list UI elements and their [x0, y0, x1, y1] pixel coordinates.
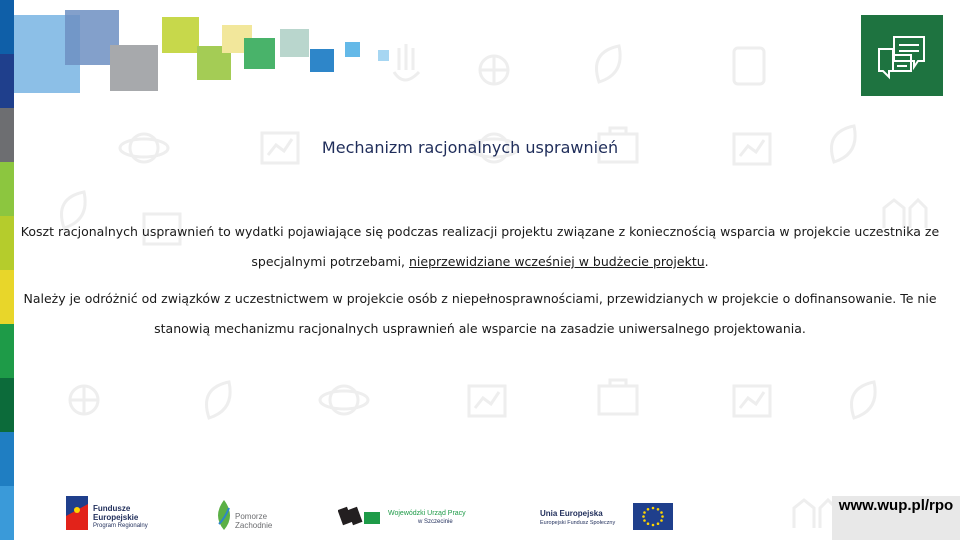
pomorze-leaf-icon — [215, 500, 233, 530]
wup-line2: w Szczecinie — [418, 519, 453, 525]
paragraph-definition-end: . — [704, 254, 709, 269]
pomorze-line1: Pomorze — [235, 512, 268, 521]
paragraph-distinction: Należy je odróżnić od związków z uczestnictwem w projekcie osób z niepełnosprawnościami, przewidzianych w projekcie o dofinansowanie. Te nie stanowią mechanizmu racjonalnych usprawnień ale wsparcie na zasadzie uniwersalnego projektowania. — [23, 291, 937, 336]
eu-flag-icon — [633, 503, 673, 530]
left-color-stripe — [0, 0, 14, 540]
ue-line2: Europejski Fundusz Społeczny — [540, 520, 616, 526]
fe-flag-icon — [66, 496, 88, 530]
footer-logos — [60, 490, 840, 540]
website-url[interactable]: www.wup.pl/rpo — [832, 496, 960, 540]
fundusze-europejskie-logo — [66, 490, 166, 540]
pomorze-zachodnie-logo — [215, 490, 285, 540]
wup-szczecin-logo — [338, 490, 488, 540]
paragraph-definition-text: Koszt racjonalnych usprawnień to wydatki pojawiające się podczas realizacji projektu związane z koniecznością wsparcia w projekcie uczestnika ze specjalnymi potrzebami, — [20, 224, 940, 269]
paragraph-definition — [20, 217, 940, 277]
underlined-text: nieprzewidziane wcześniej w budżecie projektu — [409, 254, 705, 269]
slide-title: Mechanizm racjonalnych usprawnień — [321, 138, 619, 157]
wup-shapes-icon — [338, 504, 384, 528]
pomorze-line2: Zachodnie — [235, 521, 273, 530]
fe-line2: Europejskie — [93, 513, 139, 522]
chat-icon — [861, 15, 943, 96]
fe-line1: Fundusze — [93, 504, 131, 513]
unia-europejska-logo — [540, 490, 680, 540]
fe-line3: Program Regionalny — [93, 523, 148, 529]
wup-line1: Wojewódzki Urząd Pracy — [388, 510, 466, 517]
ue-line1: Unia Europejska — [540, 509, 603, 518]
